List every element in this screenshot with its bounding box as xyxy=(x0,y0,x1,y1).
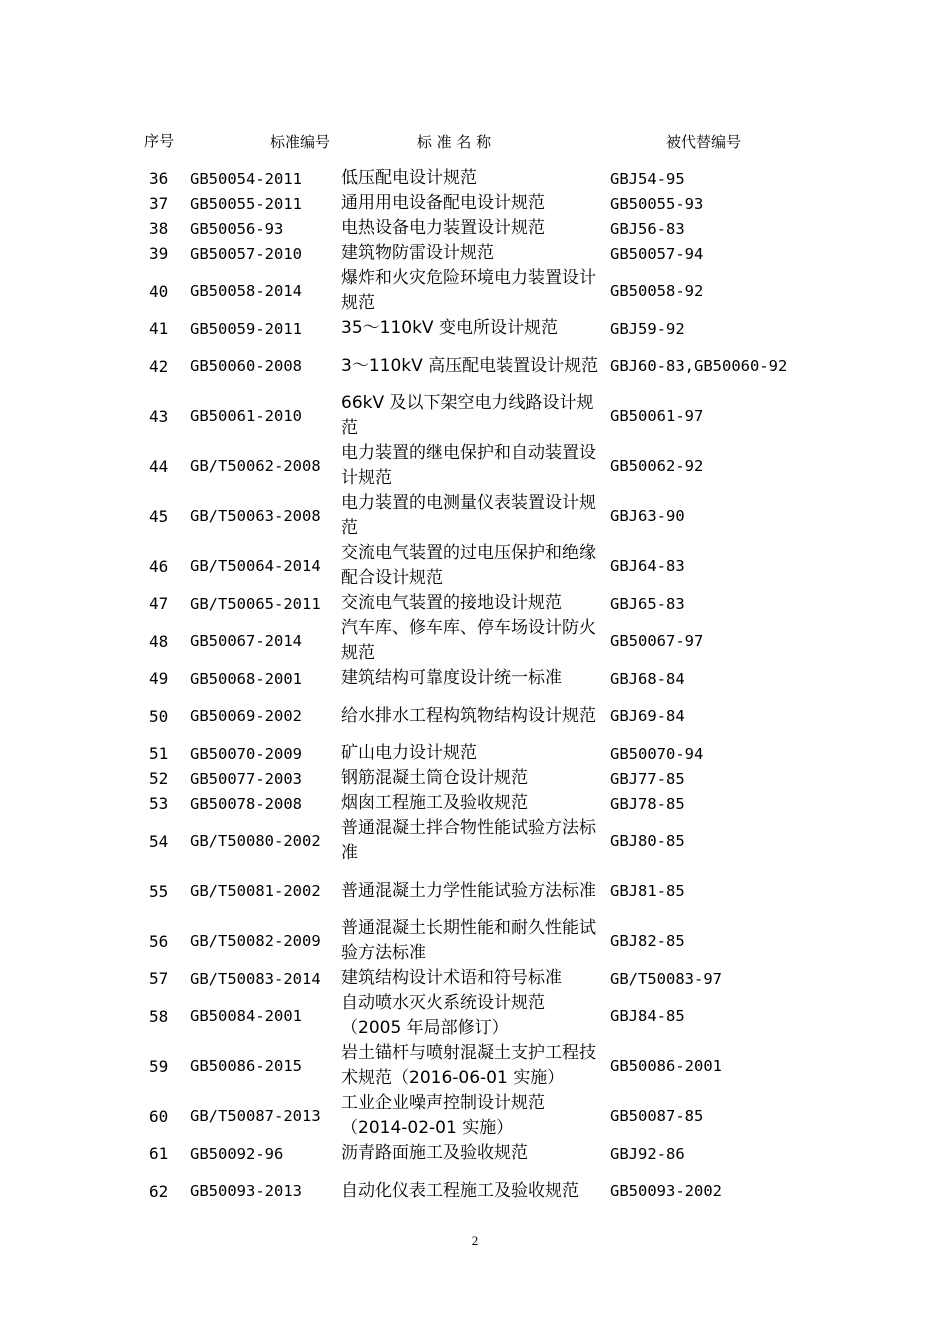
row-seq: 53 xyxy=(149,794,169,813)
row-replaced: GB50058-92 xyxy=(610,282,704,300)
row-replaced: GBJ59-92 xyxy=(610,319,685,338)
header-seq: 序号 xyxy=(144,132,175,150)
row-code: GB50056-93 xyxy=(190,219,284,238)
row-seq: 48 xyxy=(149,631,169,651)
row-seq: 40 xyxy=(149,281,169,301)
row-seq: 36 xyxy=(149,169,169,188)
table-row xyxy=(136,916,826,966)
row-code: GB/T50087-2013 xyxy=(190,1107,321,1125)
row-seq: 62 xyxy=(149,1181,169,1201)
table-row xyxy=(136,991,826,1041)
row-code: GB50057-2010 xyxy=(190,244,302,263)
row-replaced: GB/T50083-97 xyxy=(610,969,722,988)
table-row xyxy=(136,166,826,191)
table-row xyxy=(136,341,826,391)
table-row xyxy=(136,1166,826,1216)
row-code: GB50059-2011 xyxy=(190,319,302,338)
row-code: GB50084-2001 xyxy=(190,1007,302,1025)
row-name: 普通混凝土力学性能试验方法标准 xyxy=(341,880,596,901)
row-name: 3～110kV 高压配电装置设计规范 xyxy=(341,355,599,376)
row-name: 给水排水工程构筑物结构设计规范 xyxy=(341,705,596,726)
row-name: 沥青路面施工及验收规范 xyxy=(341,1143,528,1163)
row-name: 建筑结构可靠度设计统一标准 xyxy=(341,668,562,688)
table-row xyxy=(136,741,826,766)
row-code: GB50058-2014 xyxy=(190,282,302,300)
row-name: 交流电气装置的过电压保护和绝缘配合设计规范 xyxy=(341,543,596,588)
table-row xyxy=(136,241,826,266)
table-row xyxy=(136,391,826,441)
row-code: GB50060-2008 xyxy=(190,357,302,375)
row-code: GB50092-96 xyxy=(190,1144,284,1163)
table-row xyxy=(136,866,826,916)
row-seq: 57 xyxy=(149,969,169,988)
row-replaced: GB50055-93 xyxy=(610,194,704,213)
row-replaced: GB50093-2002 xyxy=(610,1182,722,1200)
row-name: 电力装置的继电保护和自动装置设计规范 xyxy=(341,443,596,488)
row-name: 交流电气装置的接地设计规范 xyxy=(341,593,562,613)
row-replaced: GBJ69-84 xyxy=(610,707,685,725)
row-seq: 58 xyxy=(149,1006,169,1026)
row-seq: 50 xyxy=(149,706,169,726)
row-name: 低压配电设计规范 xyxy=(341,168,477,188)
table-row xyxy=(136,816,826,866)
table-row xyxy=(136,616,826,666)
row-name: 钢筋混凝土筒仓设计规范 xyxy=(341,768,528,788)
row-replaced: GBJ56-83 xyxy=(610,219,685,238)
row-replaced: GB50057-94 xyxy=(610,244,704,263)
row-code: GB/T50083-2014 xyxy=(190,969,321,988)
row-code: GB50078-2008 xyxy=(190,794,302,813)
row-code: GB/T50065-2011 xyxy=(190,594,321,613)
row-replaced: GBJ80-85 xyxy=(610,832,685,850)
standards-table xyxy=(136,116,826,1216)
row-code: GB/T50080-2002 xyxy=(190,832,321,850)
row-code: GB50093-2013 xyxy=(190,1182,302,1200)
row-code: GB50069-2002 xyxy=(190,707,302,725)
row-replaced: GBJ68-84 xyxy=(610,669,685,688)
row-seq: 56 xyxy=(149,931,169,951)
row-replaced: GB50087-85 xyxy=(610,1107,704,1125)
row-seq: 59 xyxy=(149,1056,169,1076)
row-seq: 54 xyxy=(149,831,169,851)
row-replaced: GBJ64-83 xyxy=(610,557,685,575)
row-seq: 51 xyxy=(149,744,169,763)
row-replaced: GBJ77-85 xyxy=(610,769,685,788)
row-seq: 60 xyxy=(149,1106,169,1126)
row-replaced: GBJ60-83,GB50060-92 xyxy=(610,357,788,375)
row-replaced: GB50067-97 xyxy=(610,632,704,650)
row-name: 烟囱工程施工及验收规范 xyxy=(341,793,528,813)
page-number: 2 xyxy=(471,1233,479,1248)
row-name: 普通混凝土拌合物性能试验方法标准 xyxy=(341,818,596,863)
row-replaced: GB50086-2001 xyxy=(610,1057,722,1075)
row-replaced: GB50061-97 xyxy=(610,407,704,425)
row-code: GB50070-2009 xyxy=(190,744,302,763)
row-name: 电力装置的电测量仪表装置设计规范 xyxy=(341,493,596,538)
table-row xyxy=(136,191,826,216)
row-code: GB50061-2010 xyxy=(190,407,302,425)
table-row xyxy=(136,691,826,741)
row-seq: 39 xyxy=(149,244,169,263)
row-seq: 46 xyxy=(149,556,169,576)
row-name: 电热设备电力装置设计规范 xyxy=(341,218,545,238)
row-code: GB/T50081-2002 xyxy=(190,882,321,900)
row-code: GB50054-2011 xyxy=(190,169,302,188)
row-code: GB50067-2014 xyxy=(190,632,302,650)
row-name: 66kV 及以下架空电力线路设计规范 xyxy=(341,393,594,438)
table-row xyxy=(136,791,826,816)
row-name: 汽车库、修车库、停车场设计防火规范 xyxy=(341,618,596,663)
row-seq: 42 xyxy=(149,356,169,376)
header-replaced: 被代替编号 xyxy=(666,132,742,151)
row-replaced: GB50070-94 xyxy=(610,744,704,763)
row-seq: 52 xyxy=(149,769,169,788)
table-body xyxy=(136,166,826,1216)
row-seq: 37 xyxy=(149,194,169,213)
table-row xyxy=(136,216,826,241)
row-name: 工业企业噪声控制设计规范（2014-02-01 实施） xyxy=(341,1093,545,1138)
row-name: 普通混凝土长期性能和耐久性能试验方法标准 xyxy=(341,918,596,963)
row-replaced: GBJ63-90 xyxy=(610,507,685,525)
row-code: GB50086-2015 xyxy=(190,1057,302,1075)
row-code: GB50055-2011 xyxy=(190,194,302,213)
row-code: GB/T50082-2009 xyxy=(190,932,321,950)
row-replaced: GBJ92-86 xyxy=(610,1144,685,1163)
table-row xyxy=(136,266,826,316)
row-code: GB/T50062-2008 xyxy=(190,457,321,475)
row-replaced: GBJ81-85 xyxy=(610,882,685,900)
table-row xyxy=(136,966,826,991)
row-seq: 38 xyxy=(149,219,169,238)
table-row xyxy=(136,491,826,541)
row-name: 自动喷水灭火系统设计规范（2005 年局部修订） xyxy=(341,993,545,1038)
row-replaced: GBJ84-85 xyxy=(610,1007,685,1025)
row-name: 建筑结构设计术语和符号标准 xyxy=(341,968,562,988)
table-row xyxy=(136,541,826,591)
header-name: 标 准 名 称 xyxy=(416,132,492,151)
row-seq: 41 xyxy=(149,319,169,338)
table-row xyxy=(136,766,826,791)
row-seq: 43 xyxy=(149,406,169,426)
row-replaced: GB50062-92 xyxy=(610,457,704,475)
row-name: 35～110kV 变电所设计规范 xyxy=(341,318,558,338)
row-name: 爆炸和火灾危险环境电力装置设计规范 xyxy=(341,268,596,313)
table-row xyxy=(136,666,826,691)
header-code: 标准编号 xyxy=(270,132,331,151)
table-row xyxy=(136,591,826,616)
row-code: GB/T50064-2014 xyxy=(190,557,321,575)
table-header-row xyxy=(136,116,826,166)
row-code: GB50077-2003 xyxy=(190,769,302,788)
row-seq: 55 xyxy=(149,881,169,901)
table-row xyxy=(136,1091,826,1141)
table-row xyxy=(136,1141,826,1166)
row-name: 通用用电设备配电设计规范 xyxy=(341,193,545,213)
row-code: GB50068-2001 xyxy=(190,669,302,688)
row-code: GB/T50063-2008 xyxy=(190,507,321,525)
row-replaced: GBJ65-83 xyxy=(610,594,685,613)
row-name: 矿山电力设计规范 xyxy=(341,743,477,763)
table-row xyxy=(136,1041,826,1091)
standards-table-container xyxy=(136,116,826,1216)
row-name: 自动化仪表工程施工及验收规范 xyxy=(341,1180,579,1201)
row-seq: 47 xyxy=(149,594,169,613)
row-name: 建筑物防雷设计规范 xyxy=(341,243,494,263)
row-replaced: GBJ54-95 xyxy=(610,169,685,188)
row-name: 岩土锚杆与喷射混凝土支护工程技术规范（2016-06-01 实施） xyxy=(341,1043,596,1088)
row-replaced: GBJ82-85 xyxy=(610,932,685,950)
row-seq: 49 xyxy=(149,669,169,688)
row-seq: 45 xyxy=(149,506,169,526)
row-seq: 44 xyxy=(149,456,169,476)
table-row xyxy=(136,316,826,341)
row-replaced: GBJ78-85 xyxy=(610,794,685,813)
table-row xyxy=(136,441,826,491)
row-seq: 61 xyxy=(149,1144,169,1163)
